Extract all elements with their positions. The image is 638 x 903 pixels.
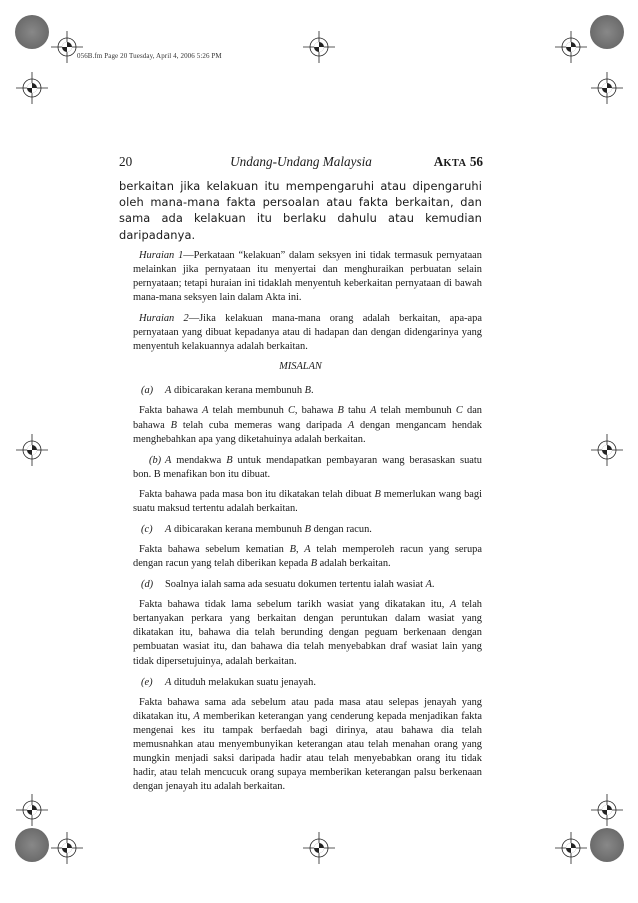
misalan-heading: MISALAN — [279, 361, 322, 373]
register-mark-icon — [555, 31, 587, 63]
register-mark-icon — [16, 434, 48, 466]
illustration-b-fact: Fakta bahawa pada masa bon itu dikatakan telah dibuat B memerlukan wang bagi suatu maksud tertentu adalah berkaitan. — [133, 488, 482, 514]
grey-dot-top-left — [15, 15, 49, 49]
lead-paragraph: berkaitan jika kelakuan itu mempengaruhi atau dipengaruhi oleh mana-mana fakta persoalan atau fakta berkaitan, dan sama ada kelakuan itu berlaku dahulu atau kemudian daripadanya. — [119, 179, 482, 242]
illustration-b: (b) A mendakwa B untuk mendapatkan pembayaran wang berasaskan suatu bon. B menafikan bon itu dibuat. — [133, 454, 482, 480]
illustration-a: (a) A dibicarakan kerana membunuh B. — [141, 385, 314, 397]
grey-dot-bottom-right — [590, 828, 624, 862]
grey-dot-bottom-left — [15, 828, 49, 862]
illustration-c-fact: Fakta bahawa sebelum kematian B, A telah memperoleh racun yang serupa dengan racun yang telah diberikan kepada B adalah berkaitan. — [133, 543, 482, 570]
page-number: 20 — [119, 154, 133, 169]
register-mark-icon — [16, 794, 48, 826]
illustration-a-fact: Fakta bahawa A telah membunuh C, bahawa B tahu A telah membunuh C dan bahawa B telah cuba memeras wang daripada A dengan mengancam hendak menghebahkan apa yang diketahuinya adalah berkaitan. — [133, 405, 483, 445]
register-mark-icon — [555, 832, 587, 864]
illustration-c: (c) A dibicarakan kerana membunuh B dengan racun. — [141, 523, 372, 535]
print-slug: 056B.fm Page 20 Tuesday, April 4, 2006 5:26 PM — [77, 52, 222, 60]
illustration-d: (d) Soalnya ialah sama ada sesuatu dokumen tertentu ialah wasiat A. — [141, 579, 435, 591]
register-mark-icon — [303, 832, 335, 864]
illustration-e-fact: Fakta bahawa sama ada sebelum atau pada masa atau selepas jenayah yang dikatakan itu, A memberikan keterangan yang cenderung kepada menjadikan fakta mengenai kes itu tampak berfaedah bagi dirinya, atau bahawa dia telah memusnahkan atau menyembunyikan keterangan atau telah menahan orang yang mungkin menjadi saksi daripada hadir atau telah menyebabkan orang itu tidak hadir, atau telah mencucuk orang supaya memberikan keterangan palsu berkenaan dengan jenayah itu adalah berkaitan. — [133, 696, 483, 793]
act-label: AKTA 56 — [433, 154, 483, 169]
huraian-1: Huraian 1—Perkataan “kelakuan” dalam seksyen ini tidak termasuk pernyataan melainkan jika pernyataan itu menyertai dan menghuraikan perbuatan selain pernyataan; tetapi huraian ini tidaklah menyentuh keberkaitan pernyataan di bawah mana-mana seksyen lain dalam Akta ini. — [133, 249, 482, 304]
running-header — [119, 154, 483, 172]
illustration-e: (e) A dituduh melakukan suatu jenayah. — [141, 676, 316, 688]
register-mark-icon — [591, 434, 623, 466]
register-mark-icon — [591, 794, 623, 826]
grey-dot-top-right — [590, 15, 624, 49]
running-title: Undang-Undang Malaysia — [230, 154, 372, 169]
illustration-d-fact: Fakta bahawa tidak lama sebelum tarikh wasiat yang dikatakan itu, A telah bertanyakan perkara yang berkaitan dengan peruntukan dalam wasiat yang dikatakan itu, bahawa dia telah berunding dengan peguam berkenaan dengan pembuatan wasiat itu, dan bahawa dia telah menyebabkan draf wasiat lain yang tidak dipersetujuinya, adalah berkaitan. — [133, 599, 482, 667]
register-mark-icon — [16, 72, 48, 104]
huraian-2: Huraian 2—Jika kelakuan mana-mana orang adalah berkaitan, apa-apa pernyataan yang dibuat kepadanya atau di hadapan dan dengan didengarinya yang menyentuh kelakuannya adalah berkaitan. — [133, 313, 482, 353]
document-body — [119, 178, 482, 801]
register-mark-icon — [303, 31, 335, 63]
register-mark-icon — [51, 832, 83, 864]
register-mark-icon — [591, 72, 623, 104]
